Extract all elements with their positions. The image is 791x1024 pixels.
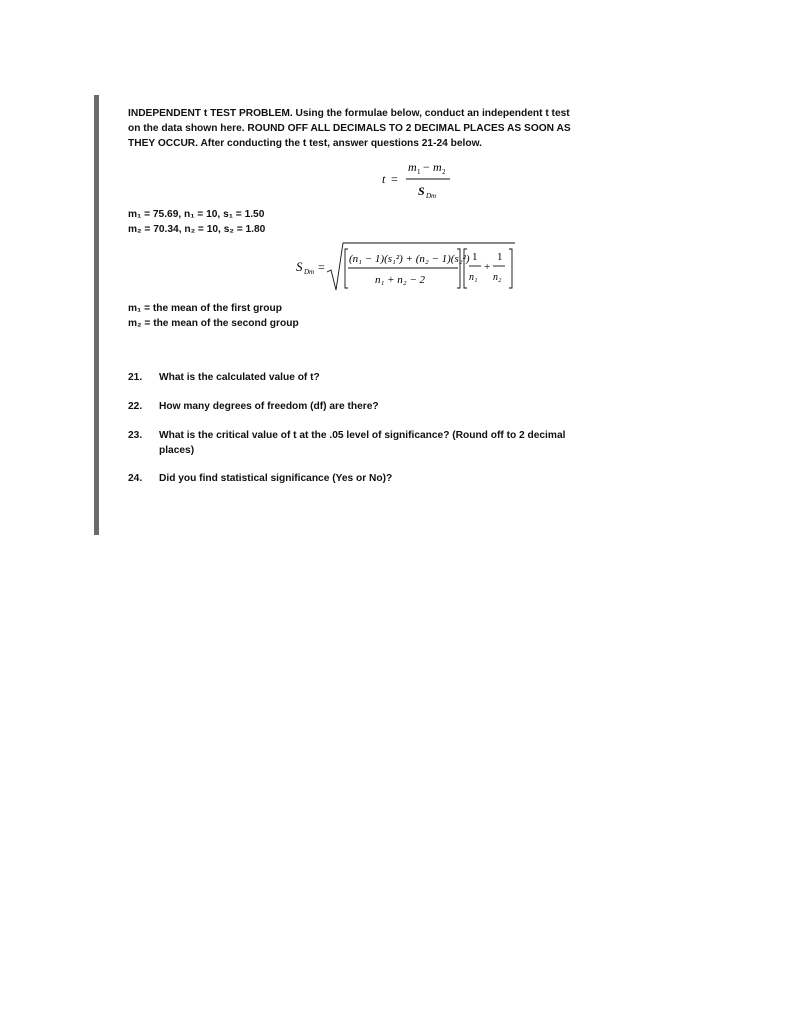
sdm-lhs-sub: Dm <box>304 268 315 276</box>
question-text: What is the critical value of t at the .05 level of significance? (Round off to 2 decimal places) <box>159 430 566 456</box>
t-formula-denominator: S <box>418 184 425 198</box>
intro-line-3: THEY OCCUR. After conducting the t test, answer questions 21-24 below. <box>128 138 482 149</box>
question-22 <box>128 399 598 414</box>
problem-intro <box>128 106 598 151</box>
question-number: 23. <box>128 430 143 441</box>
t-formula-denominator-sub: Dm <box>426 192 437 200</box>
right-bracket-close <box>509 249 512 288</box>
t-formula <box>380 158 460 204</box>
question-text: Did you find statistical significance (Yes or No)? <box>159 473 393 484</box>
sdm-n2: n₂ <box>493 272 502 283</box>
question-number: 21. <box>128 372 143 383</box>
t-formula-m2: m <box>433 160 442 174</box>
question-text: What is the calculated value of t? <box>159 372 320 383</box>
sdm-numerator: (n₁ − 1)(s₁²) + (n₂ − 1)(s₂²) <box>349 253 470 265</box>
margin-bar <box>94 95 99 535</box>
sdm-formula <box>290 238 530 298</box>
question-text: How many degrees of freedom (df) are there? <box>159 401 379 412</box>
t-formula-equals: = <box>391 172 398 186</box>
t-formula-m1-sub: 1 <box>417 168 421 176</box>
question-24 <box>128 471 598 486</box>
sdm-lhs: S <box>296 259 303 274</box>
t-formula-m2-sub: 2 <box>442 168 446 176</box>
question-number: 22. <box>128 401 143 412</box>
definitions <box>128 301 299 331</box>
sdm-one-a: 1 <box>472 251 478 263</box>
t-formula-m1: m <box>408 160 417 174</box>
data-group-1: m₁ = 75.69, n₁ = 10, s₁ = 1.50 <box>128 209 265 220</box>
sdm-plus: + <box>484 261 491 273</box>
sdm-n1: n₁ <box>469 272 478 283</box>
t-formula-minus: − <box>423 160 430 174</box>
sdm-denominator: n₁ + n₂ − 2 <box>375 274 425 286</box>
definition-m2: m₂ = the mean of the second group <box>128 318 299 329</box>
t-formula-lhs: t <box>382 172 386 186</box>
definition-m1: m₁ = the mean of the first group <box>128 303 282 314</box>
intro-line-1: INDEPENDENT t TEST PROBLEM. Using the formulae below, conduct an independent t test <box>128 108 570 119</box>
intro-line-2: on the data shown here. ROUND OFF ALL DECIMALS TO 2 DECIMAL PLACES AS SOON AS <box>128 123 571 134</box>
sdm-equals: = <box>318 260 325 274</box>
given-data <box>128 207 265 237</box>
question-23 <box>128 428 598 458</box>
sdm-one-b: 1 <box>497 251 503 263</box>
question-number: 24. <box>128 473 143 484</box>
data-group-2: m₂ = 70.34, n₂ = 10, s₂ = 1.80 <box>128 224 266 235</box>
question-21 <box>128 370 598 385</box>
left-bracket-open <box>345 249 348 288</box>
